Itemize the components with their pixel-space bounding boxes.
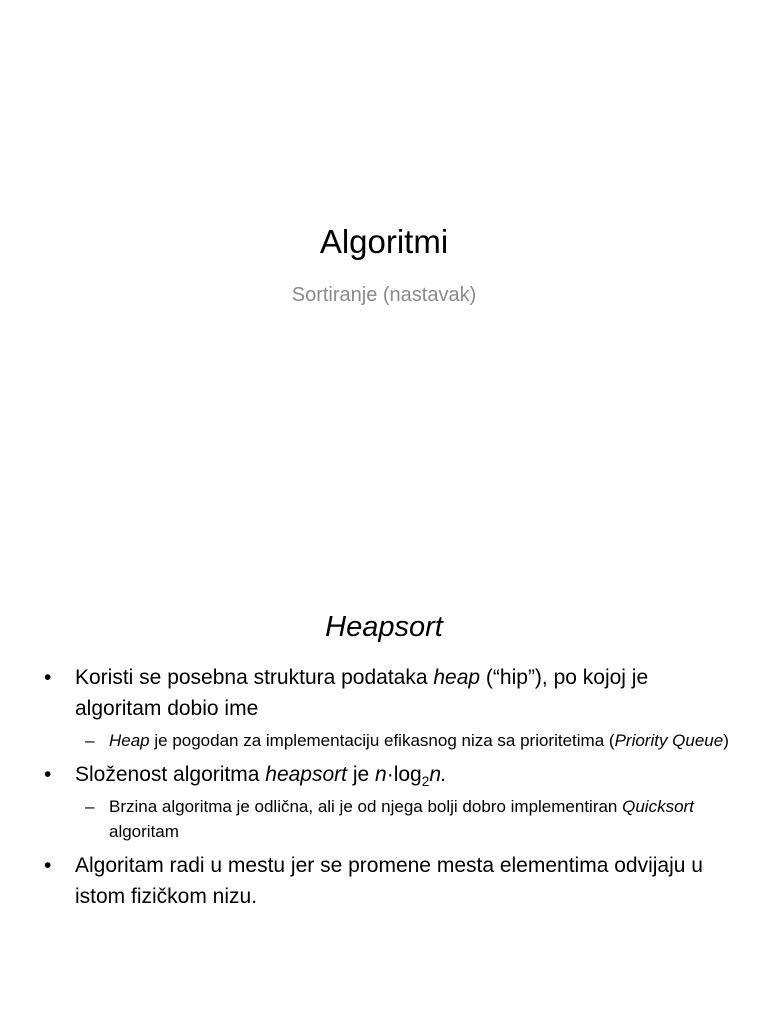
bullet-list xyxy=(40,662,730,916)
bullet-text: Algoritam radi u mestu jer se promene mesta elementima odvijaju u istom fizičkom nizu. xyxy=(75,854,703,908)
formula-n: n xyxy=(375,763,387,786)
bullet-text: Složenost algoritma xyxy=(75,763,266,786)
formula-log: log xyxy=(393,763,422,786)
presentation-subtitle: Sortiranje (nastavak) xyxy=(291,284,477,306)
bullet-marker: • xyxy=(44,666,52,689)
bullet-item-heap-structure xyxy=(40,662,730,724)
content-slide xyxy=(0,576,768,1024)
sub-bullet-marker: – xyxy=(85,797,95,816)
slide-title: Heapsort xyxy=(325,611,443,643)
bullet-item-in-place xyxy=(40,850,730,912)
bullet-emphasis: heapsort xyxy=(265,763,347,786)
sub-text: algoritam xyxy=(109,822,179,841)
bullet-marker: • xyxy=(44,763,52,786)
formula-n: n xyxy=(429,763,442,786)
bullet-text: Koristi se posebna struktura podataka xyxy=(75,666,434,689)
sub-emphasis: Priority Queue xyxy=(614,731,724,750)
formula-period: . xyxy=(441,763,447,786)
sub-emphasis: Heap xyxy=(109,731,150,750)
sub-emphasis: Quicksort xyxy=(622,797,694,816)
bullet-text: je xyxy=(347,763,376,786)
sub-text: ) xyxy=(723,731,729,750)
bullet-emphasis: heap xyxy=(433,666,481,689)
presentation-title: Algoritmi xyxy=(319,223,449,260)
sub-item-quicksort xyxy=(40,794,730,844)
bullet-marker: • xyxy=(44,854,52,877)
bullet-item-complexity xyxy=(40,759,730,790)
formula-log-base: 2 xyxy=(421,773,430,789)
bullet-text: (“hip”), po kojoj je algoritam dobio ime xyxy=(75,666,649,720)
sub-text: je pogodan za implementaciju efikasnog niza sa prioritetima ( xyxy=(149,731,615,750)
sub-bullet-marker: – xyxy=(85,731,95,750)
sub-text: Brzina algoritma je odlična, ali je od njega bolji dobro implementiran xyxy=(109,797,623,816)
sub-item-priority-queue xyxy=(40,728,730,753)
formula-dot: · xyxy=(386,763,394,786)
